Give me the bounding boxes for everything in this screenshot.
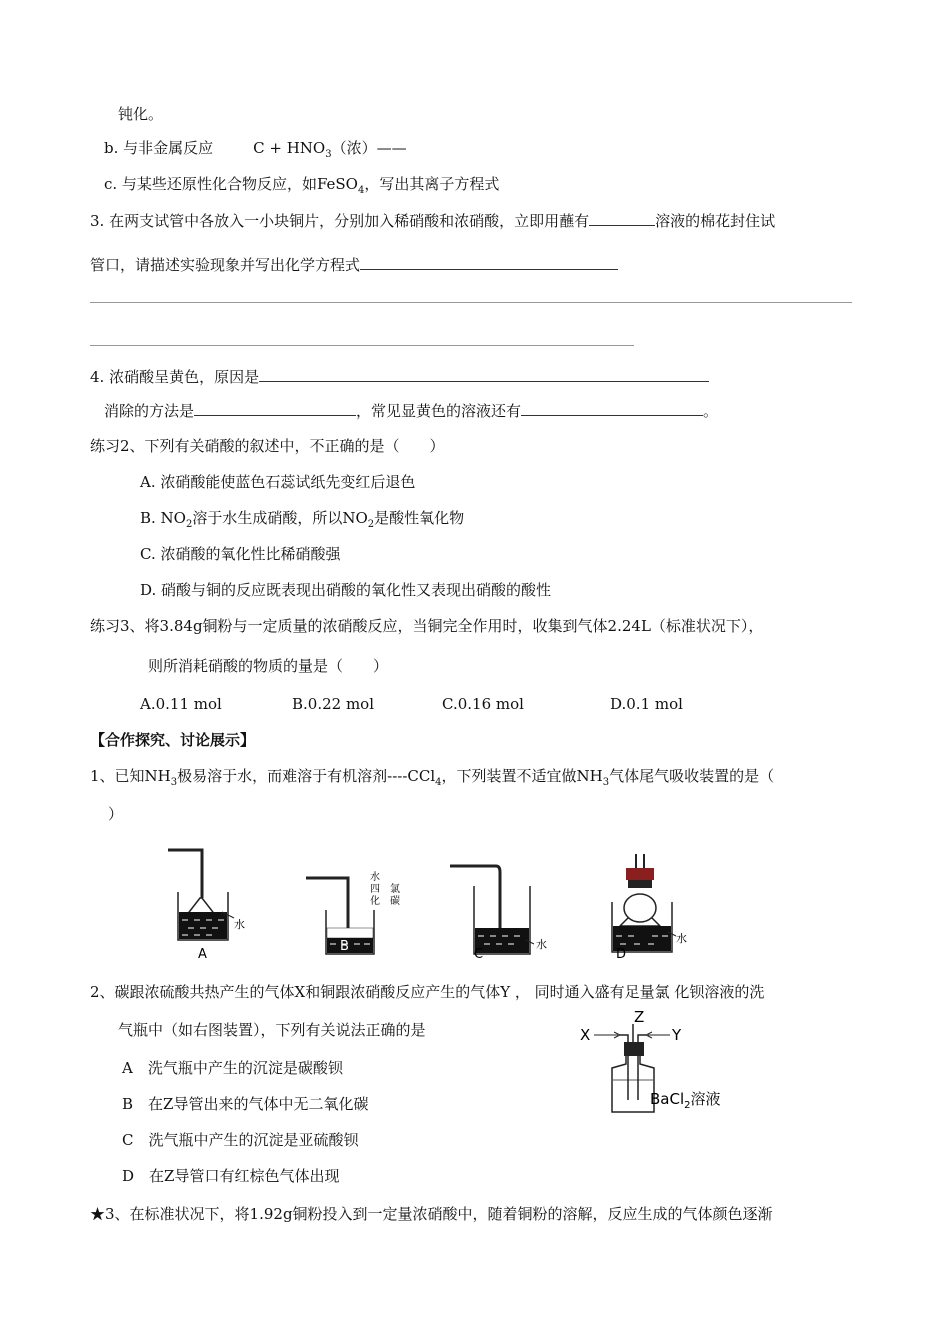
label-b-4: 氯: [390, 884, 400, 895]
exercise-3-option-d: D.0.1 mol: [610, 695, 683, 713]
exercise-3-option-a: A.0.11 mol: [140, 695, 222, 713]
item-b-equation: $C + HNO_3$（浓）——: [253, 139, 407, 160]
question-3-cont: 管口，请描述实验现象并写出化学方程式: [90, 254, 618, 275]
answer-line-1: [90, 302, 852, 303]
problem-1-paren: ）: [108, 805, 124, 823]
label-water-d: 水: [676, 932, 687, 945]
exercise-2-option-c: C. 浓硝酸的氧化性比稀硝酸强: [140, 545, 341, 563]
label-z: Z: [634, 1008, 645, 1026]
problem-3: ★3、在标准状况下，将1.92g铜粉投入到一定量浓硝酸中，随着铜粉的溶解，反应生成的气体颜色逐渐: [90, 1205, 773, 1223]
label-water-c: 水: [536, 938, 547, 951]
exercise-3-stem-cont: 则所消耗硝酸的物质的量是（ ）: [148, 657, 389, 675]
question-4: 4. 浓硝酸呈黄色，原因是: [90, 366, 709, 387]
exercise-2-option-a: A. 浓硝酸能使蓝色石蕊试纸先变红后退色: [140, 473, 416, 491]
problem-2-option-c: C 洗气瓶中产生的沉淀是亚硫酸钡: [122, 1131, 359, 1149]
label-a: A: [198, 947, 207, 962]
item-c-line: c. 与某些还原性化合物反应，如FeSO$_4$，写出其离子方程式: [104, 175, 500, 196]
label-x: X: [580, 1026, 591, 1044]
absorption-apparatus-figure: [150, 840, 710, 970]
question-3: 3. 在两支试管中各放入一小块铜片，分别加入稀硝酸和浓硝酸，立即用蘸有 溶液的棉花封住试: [90, 212, 776, 230]
label-y: Y: [672, 1026, 682, 1044]
exercise-2-stem: 练习2、下列有关硝酸的叙述中，不正确的是（ ）: [90, 437, 445, 455]
label-d: D: [616, 947, 627, 962]
label-solution: BaCl$_2$溶液: [650, 1090, 721, 1111]
answer-line-2: [90, 345, 634, 346]
item-b-label: b. 与非金属反应: [104, 139, 214, 157]
apparatus-a: [168, 850, 245, 962]
exercise-3-option-c: C.0.16 mol: [442, 695, 524, 713]
text-passivation: 钝化。: [118, 105, 164, 123]
exercise-2-option-d: D. 硝酸与铜的反应既表现出硝酸的氧化性又表现出硝酸的酸性: [140, 581, 552, 599]
label-b-3: 化: [370, 896, 380, 907]
problem-2-cont: 气瓶中（如右图装置），下列有关说法正确的是: [118, 1021, 426, 1039]
item-b-line: [104, 138, 407, 165]
problem-1: 1、已知$NH_3$极易溶于水，而难溶于有机溶剂----CCl$_4$，下列装置不适宜做$NH_3$气体尾气吸收装置的是（: [90, 767, 775, 788]
label-b-2: 四: [370, 884, 380, 895]
label-b: B: [340, 939, 349, 954]
label-b-5: 碳: [390, 896, 400, 907]
problem-2: 2、碳跟浓硫酸共热产生的气体X和铜跟浓硝酸反应产生的气体Y ， 同时通入盛有足量氯 化钡溶液的洗: [90, 983, 765, 1001]
problem-2-option-b: B 在Z导管出来的气体中无二氧化碳: [122, 1095, 369, 1113]
label-b-1: 水: [370, 872, 380, 883]
exercise-2-option-b: B. $NO_2$溶于水生成硝酸，所以$NO_2$是酸性氧化物: [140, 509, 465, 530]
label-water-a: 水: [234, 918, 245, 931]
problem-2-option-d: D 在Z导管口有红棕色气体出现: [122, 1167, 340, 1185]
exercise-3-option-b: B.0.22 mol: [292, 695, 375, 713]
question-4-cont: 消除的方法是 ，常见显黄色的溶液还有 。: [104, 402, 719, 420]
apparatus-d: [612, 854, 687, 962]
apparatus-b: [306, 870, 400, 954]
apparatus-c: [450, 866, 547, 962]
section-heading: 【合作探究、讨论展示】: [90, 731, 256, 749]
wash-bottle-figure: [570, 1000, 770, 1120]
problem-2-option-a: A 洗气瓶中产生的沉淀是碳酸钡: [122, 1059, 343, 1077]
label-c: C: [474, 947, 484, 962]
exercise-3-stem: 练习3、将3.84g铜粉与一定质量的浓硝酸反应，当铜完全作用时，收集到气体2.24L（标准状况下），: [90, 617, 764, 635]
